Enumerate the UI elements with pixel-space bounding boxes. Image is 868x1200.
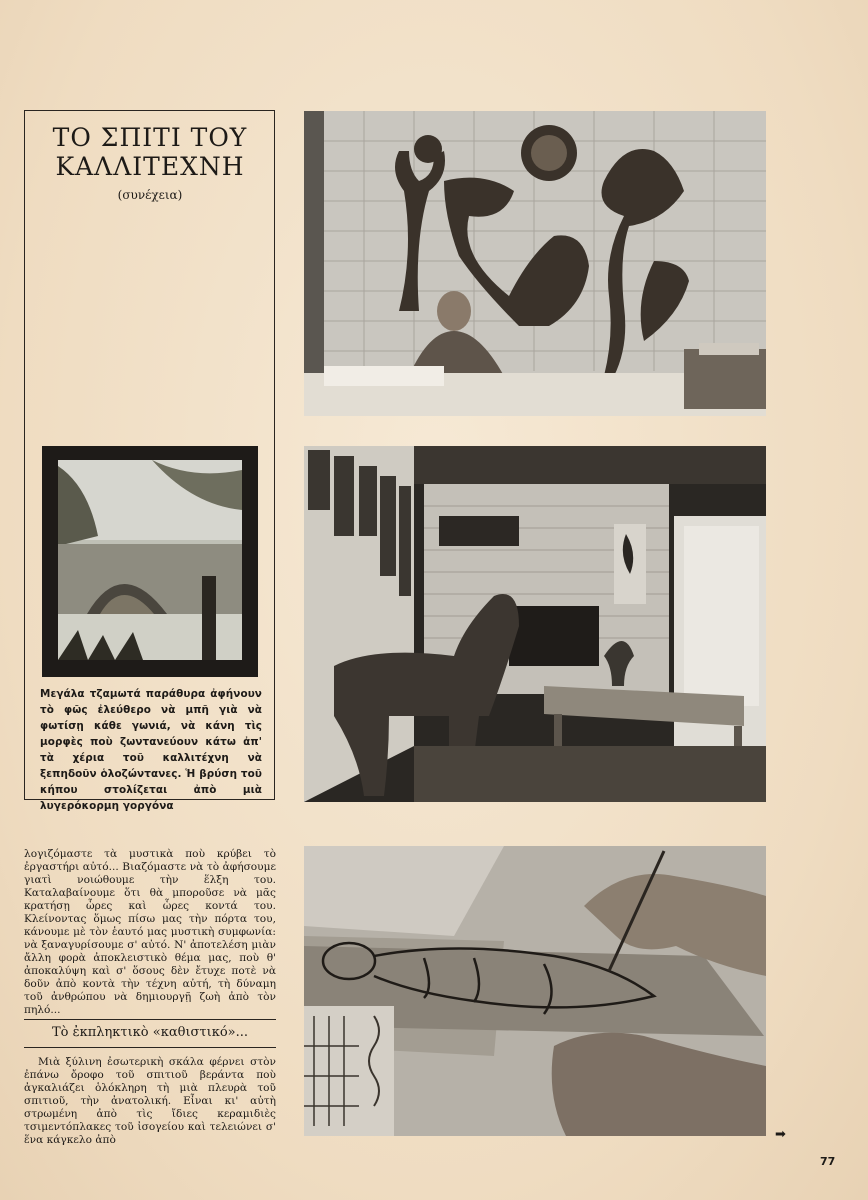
photo-caption: Μεγάλα τζαμωτά παράθυρα ἀφήνουν τὸ φῶς ἐλεύθερο νὰ μπῆ γιὰ νὰ φωτίσῃ κάθε γωνιά, νὰ κάνη τὶς μορφὲς ποὺ ζωντανεύουν κάτω ἀπ' τὰ χέρια τοῦ καλλιτέχνη νὰ ξεπηδοῦν ὁλοζώντανες. Ἡ βρύση τοῦ κήπου στολίζεται ἀπὸ μιὰ λυγερόκορμη γοργόνα	[40, 688, 262, 812]
title-line-2: ΚΑΛΛΙΤΕΧΝΗ	[55, 152, 245, 181]
article-title	[30, 123, 270, 181]
section-rule-top	[24, 1019, 276, 1020]
photo-living-room	[304, 446, 766, 802]
body-paragraph-2: Μιὰ ξύλινη ἐσωτερικὴ σκάλα φέρνει στὸν ἐπάνω ὄροφο τοῦ σπιτιοῦ βεράντα ποὺ ἀγκαλιάζει ὁλόκληρη τὴ μιὰ πλευρὰ τοῦ σπιτιοῦ, τὴν ἀνατολική. Εἶναι κι' αὐτὴ στρωμένη ἀπὸ τὶς ἴδιες κεραμιδιὲς τσιμεντόπλακες τοῦ ἰσογείου καὶ τελειώνει σ' ἕνα κάγκελο ἀπὸ	[24, 1056, 276, 1146]
article-subtitle: (συνέχεια)	[117, 188, 183, 202]
section-heading: Τὸ ἐκπληκτικὸ «καθιστικό»...	[51, 1025, 249, 1040]
photo-artist-mural	[304, 111, 766, 416]
page-number: 77	[820, 1155, 836, 1168]
body-paragraph-1: λογιζόμαστε τὰ μυστικὰ ποὺ κρύβει τὸ ἐργαστήρι αὐτό... Βιαζόμαστε νὰ τὸ ἀφήσουμε γιατὶ νοιώθουμε τὴν ἕλξη του. Καταλαβαίνουμε ὅτι θὰ μποροῦσε νὰ μᾶς κρατήσῃ ὧρες καὶ ὧρες κοντά του. Κλείνοντας ὅμως πίσω μας τὴν πόρτα του, κάνουμε μὲ τὸν ἑαυτό μας μυστικὴ συμφωνία: νὰ ξαναγυρίσουμε σ' αὐτό. Ν' ἀποτελέση μιὰν ἄλλη φορὰ ἀποκλειστικὸ θέμα μας, ποὺ θ' ἀποκαλύψη καὶ σ' ὅσους δὲν ἔτυχε ποτὲ νὰ δοῦν ἀπὸ κοντὰ τὴν τέχνη αὐτή, τὴ δύναμη τοῦ ἀνθρώπου νὰ δημιουργῇ ζωὴ ἀπὸ τὸν πηλό...	[24, 848, 276, 1016]
photo-garden-fountain	[42, 446, 258, 677]
section-rule-bottom	[24, 1047, 276, 1048]
arrow-right-icon: ➡	[775, 1127, 786, 1142]
title-line-1: ΤΟ ΣΠΙΤΙ ΤΟΥ	[52, 123, 248, 152]
photo-hands-drawing	[304, 846, 766, 1136]
